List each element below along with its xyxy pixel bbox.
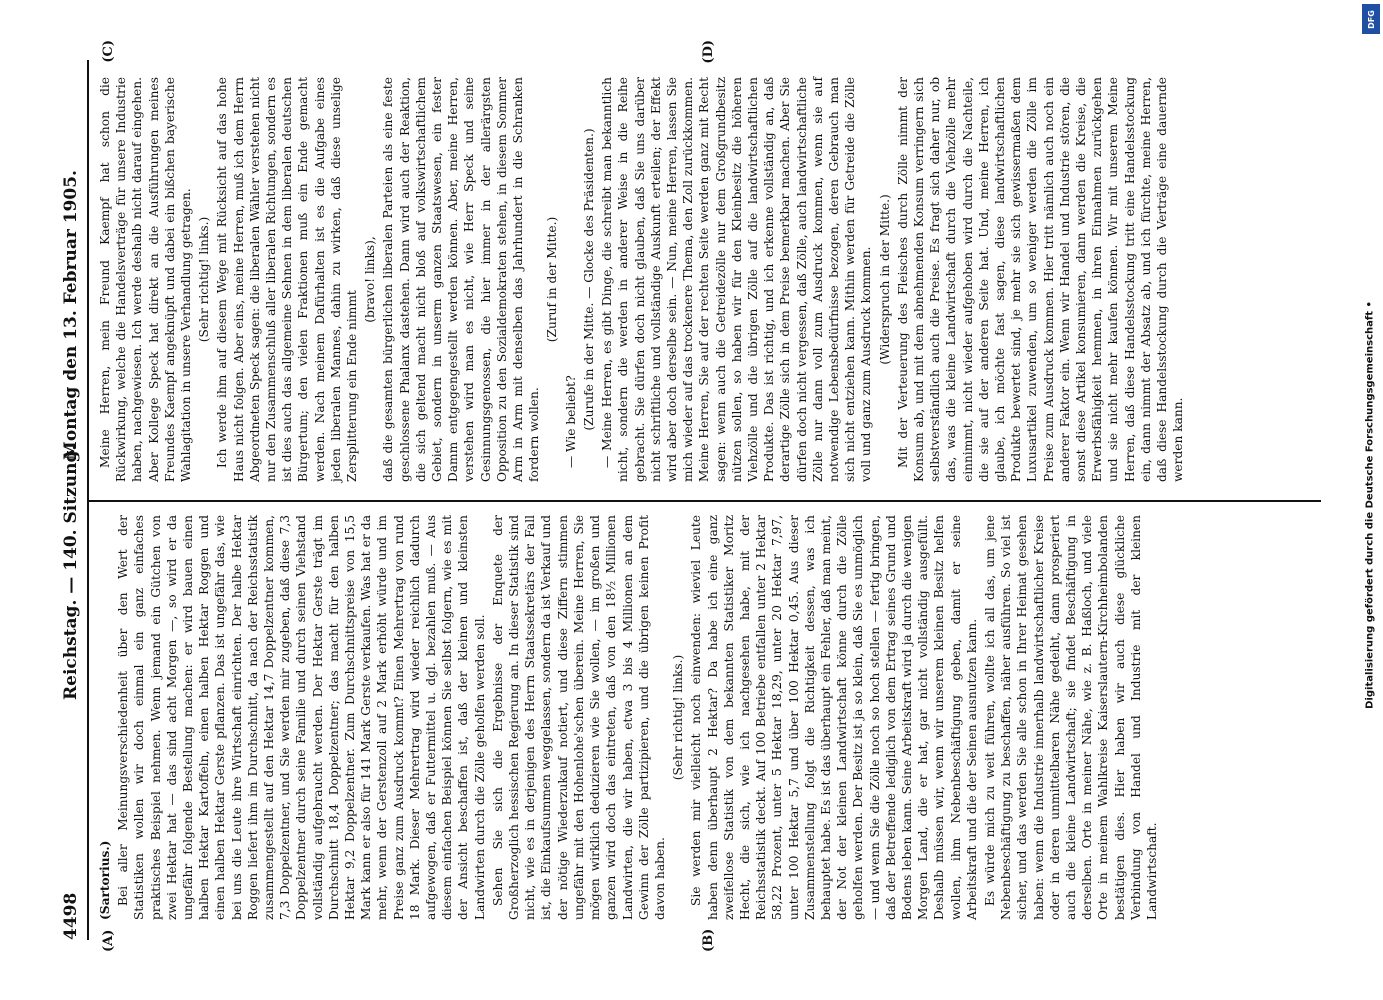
page-header (55, 60, 87, 940)
speaker-name: (Sartorius.) (98, 840, 112, 920)
interjection: (bravo! links), (363, 236, 378, 323)
paragraph: daß die gesamten bürgerlichen liberalen Parteien als eine feste geschlossene Phalanx dastehen. Dann wird auch der Reaktion, die sich geltend macht nicht bloß auf volkswirtschaftlichem Gebiet, sondern in unserm ganzen Staatswesen, ein fester Damm entgegengestellt werden können. Aber, meine Herren, verstehen wird man es nicht, wie Herr Speck und seine Gesinnungsgenossen, die hier immer in der allerärgsten Opposition zu den Sozialdemokraten stehen, in diesem Sommer Arm in Arm mit denselben das Jahrhundert in die Schranken fordern wollen. (381, 77, 542, 482)
session-date: Montag den 13. Februar 1905. (61, 170, 81, 460)
newspaper-page (41, 40, 1341, 960)
dfg-logo: DFG (1362, 4, 1380, 34)
credit-text: Digitalisierung gefördert durch die Deutsche Forschungsgemeinschaft • (1364, 301, 1376, 709)
page-number: 4498 (61, 892, 81, 940)
margin-marker-c: (C) (101, 40, 116, 63)
paragraph: Sehen Sie sich die Ergebnisse der Enquete der Großherzoglich hessischen Regierung an. In dieser Statistik sind nicht, wie es in derjenigen des Herrn Staatssekretärs der Fall ist, die Einkaufsummen weggelassen, sondern da ist Verkauf und der nötige Wiederzukauf notiert, und diese Ziffern stimmen ungefähr mit den Hohenlohe'schen überein. Meine Herren, Sie mögen wirklich deduzieren wie Sie wollen, — im großen und ganzen wird doch das eintreten, daß von den 18½ Millionen Landwirten, die wir haben, etwa 3 bis 4 Millionen an dem Gewinn der Zölle partizipieren, und die übrigen keinen Profit davon haben. (490, 515, 667, 920)
margin-marker-a: (A) (101, 929, 116, 952)
paragraph: — Meine Herren, es gibt Dinge, die schreibt man bekanntlich nicht, sondern die werden in anderer Weise in die Reihe gebracht. Sie dürfen doch nicht glauben, daß Sie uns darüber nicht schriftliche und vollständige Auskunft erteilen; der Effekt wird aber doch derselbe sein. — Nun, meine Herren, lassen Sie mich wieder auf das trockenere Thema, den Zoll zurückkommen. Meine Herren, Sie auf der rechten Seite werden ganz mit Recht sagen: wenn auch die Getreidezölle nur dem Großgrundbesitz nützen sollen, so haben wir für den Kleinbesitz die höheren Viehzölle und die übrigen Zölle auf die landwirtschaftlichen Produkte. Das ist richtig, und ich erkenne vollständig an, daß derartige Zölle sich in dem Preise bemerkbar machen. Aber Sie dürfen doch nicht vergessen, daß Zölle, auch landwirtschaftliche Zölle nur dann voll zum Ausdruck kommen, wenn sie auf notwendige Lebensbedürfnisse bezogen, deren Gebrauch man sich nicht entziehen kann. Mithin werden für Getreide die Zölle voll und ganz zum Ausdruck kommen. (600, 77, 874, 482)
margin-marker-d: (D) (701, 40, 716, 64)
interjection: (Sehr richtig! links.) (197, 216, 212, 343)
left-column (97, 515, 1162, 920)
paragraph: — Wie beliebt? (563, 375, 578, 468)
paragraph: Mit der Verteuerung des Fleisches durch Zölle nimmt der Konsum ab, und mit dem abnehmenden Konsum verringern sich selbstverständlich auch die Preise. Es fragt sich daher nur, ob das, was die kleine Landwirtschaft durch die Viehzölle mehr einnimmt, nicht wieder aufgehoben wird durch die Nachteile, die sie auf der anderen Seite hat. Und, meine Herren, ich glaube, ich möchte fast sagen, diese landwirtschaftlichen Produkte bewertet sind, je mehr sie sich gewissermaßen dem Luxusartikel zuwenden, um so weniger werden die Zölle im Preise zum Ausdruck kommen. Hier tritt nämlich auch noch ein anderer Faktor ein. Wenn wir Handel und Industrie stören, die sonst diese Artikel konsumieren, dann werden die Kreise, die Erwerbsfähigkeit hemmen, in ihren Einnahmen zurückgehen und sie nicht mehr kaufen können. Wir mit unserem Meine Herren, daß diese Handelsstockung tritt eine Handelsstockung ein, dann nimmt der Absatz ab, und ich fürchte, meine Herren, daß diese Handelsstockung durch die Verträge eine dauernde werden kann. (895, 77, 1186, 482)
right-column (97, 77, 1188, 482)
paragraph: Meine Herren, mein Freund Kaempf hat schon die Rückwirkung, welche die Handelsverträge für unsere Industrie haben, nachgewiesen. Ich werde deshalb nicht darauf eingehen. Aber Kollege Speck hat direkt an die Ausführungen meines Freundes Kaempf angeknüpft und dabei ein bißchen bayerische Wahlagitation in unsere Verhandlung getragen. (98, 77, 194, 482)
interjection: (Zuruf in der Mitte.) (545, 216, 560, 343)
paragraph: Bei aller Meinungsverschiedenheit über den Wert der Statistiken wollen wir doch einmal ein ganz einfaches praktisches Beispiel nehmen. Wenn jemand ein Gütchen von zwei Hektar hat — das sind acht Morgen —, so wird er da ungefähr folgende Bestellung machen: er wird bauen einen halben Hektar Kartoffeln, einen halben Hektar Roggen und einen halben Hektar Gerste pflanzen. Das ist ungefähr das, wie bei uns die Leute ihre Wirtschaft einrichten. Der halbe Hektar Roggen liefert ihm im Durchschnitt, da nach der Reichsstatistik zusammengestellt auf den Hektar 14,7 Doppelzentner kommen, 7,3 Doppelzentner, und Sie werden mir zugeben, daß diese 7,3 Doppelzentner durch seine Familie und durch seinen Viehstand vollständig aufgebraucht werden. Der Hektar Gerste trägt im Durchschnitt 18,4 Doppelzentner; das macht für den halben Hektar 9,2 Doppelzentner. Zum Durchschnittspreise von 15,5 Mark kann er also für 141 Mark Gerste verkaufen. Was hat er da mehr, wenn der Gerstenzoll auf 2 Mark erhöht würde und im Preise ganz zum Ausdruck kommt? Einen Mehrertrag von rund 18 Mark. Dieser Mehrertrag wird wieder reichlich dadurch aufgewogen, daß er Futtermittel u. dgl. bezahlen muß. — Aus diesem einfachen Beispiel können Sie selbst folgern, wie es mit der Ansicht beschaffen ist, daß der kleinen und kleinsten Landwirten durch die Zölle geholfen werden soll. (116, 515, 487, 920)
digitization-credit (1361, 40, 1379, 970)
column-divider (87, 500, 1321, 502)
interjection: (Zurufe in der Mitte. — Glocke des Präsidenten.) (581, 128, 596, 431)
paragraph: Sie werden mir vielleicht noch einwenden: wieviel Leute haben denn überhaupt 2 Hektar? Da habe ich eine ganz zweifellose Statistik von dem bekannten Statistiker Moritz Hecht, die sich, wie ich nachgesehen habe, mit der Reichsstatistik deckt. Auf 100 Betriebe entfallen unter 2 Hektar 58,22 Prozent, unter 5 Hektar 18,29, unter 20 Hektar 7,97, unter 100 Hektar 5,7 und über 100 Hektar 0,45. Aus dieser Zusammenstellung folgt die Richtigkeit dessen, was ich behauptet habe. Es ist das überhaupt ein Fehler, daß man meint, der Not der kleinen Landwirtschaft könne durch die Zölle geholfen werden. Der Besitz ist ja so klein, daß Sie es unmöglich — und wenn Sie die Zölle noch so hoch stellen — fertig bringen, daß der Betreffende lediglich von dem Ertrag seines Grund und Bodens leben kann. Seine Arbeitskraft wird ja durch die wenigen Morgen Land, die er hat, gar nicht vollständig ausgefüllt. Deshalb müssen wir, wenn wir unserem kleinen Besitz helfen wollen, ihm Nebenbeschäftigung geben, damit er seine Arbeitskraft und die der Seinen ausnutzen kann. (689, 515, 979, 920)
paragraph: Ich werde ihm auf diesem Wege mit Rücksicht auf das hohe Haus nicht folgen. Aber eins, meine Herren, muß ich dem Herrn Abgeordneten Speck sagen: die liberalen Wähler verstehen nicht nur den Zusammenschluß aller liberalen Richtungen, sondern es ist dies auch das allgemeine Sehnen in dem liberalen deutschen Bürgertum; den vielen Fraktionen muß ein Ende gemacht werden. Nach meinem Dafürhalten ist es die Aufgabe eines jeden liberalen Mannes, dahin zu wirken, daß diese unselige Zersplitterung ein Ende nimmt (215, 77, 360, 482)
paragraph: Es würde mich zu weit führen, wollte ich all das, um jene Nebenbeschäftigung zu beschaffen, näher ausführen. So viel ist sicher, und das werden Sie alle schon in Ihrer Heimat gesehen haben: wenn die Industrie innerhalb landwirtschaftlicher Kreise oder in deren unmittelbaren Nähe gedeiht, dann prosperiert auch die kleine Landwirtschaft; sie findet Beschäftigung in derselben. Orte in meiner Nähe, wie z. B. Haßloch, und viele Orte in meinem Wahlkreise Kaiserslautern-Kirchheimbolanden bestätigen dies. Hier haben wir auch diese glückliche Verbindung von Handel und Industrie mit der kleinen Landwirtschaft. (982, 515, 1159, 920)
session-title: Reichstag. — 140. Sitzung. (61, 444, 81, 700)
interjection: (Sehr richtig! links.) (671, 654, 686, 781)
interjection: (Widerspruch in der Mitte.) (877, 194, 892, 365)
margin-marker-b: (B) (701, 928, 716, 952)
